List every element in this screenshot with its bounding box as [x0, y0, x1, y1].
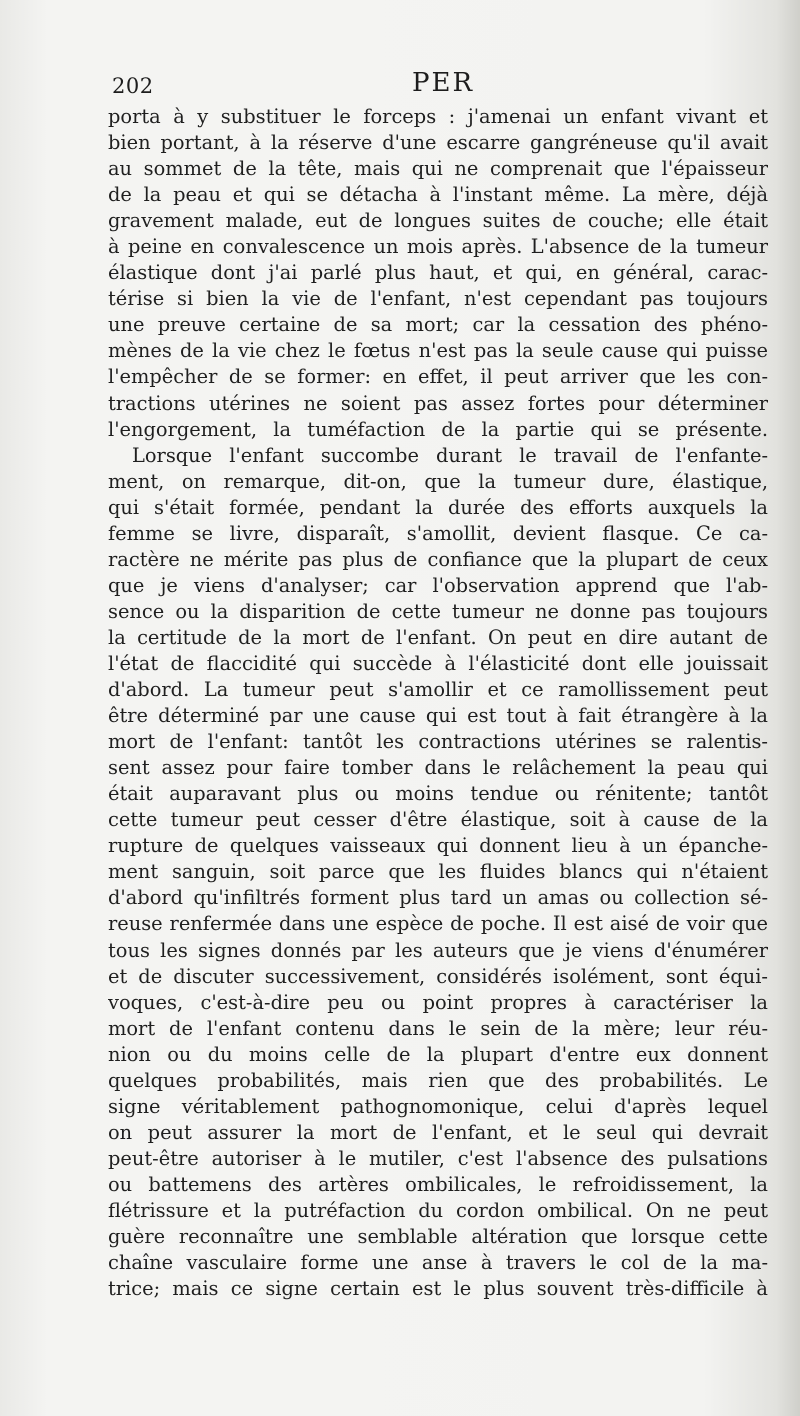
text-line: cette tumeur peut cesser d'être élastique, soit à cause de la — [108, 808, 768, 832]
text-line: signe véritablement pathognomonique, celui d'après lequel — [108, 1094, 768, 1118]
text-line: l'empêcher de se former: en effet, il peut arriver que les con- — [108, 365, 768, 389]
text-line: la certitude de la mort de l'enfant. On peut en dire autant de — [108, 625, 768, 649]
page-header — [108, 66, 766, 102]
text-line: chaîne vasculaire forme une anse à travers le col de la ma- — [108, 1251, 768, 1275]
text-line: porta à y substituer le forceps : j'amenai un enfant vivant et — [108, 105, 768, 128]
text-line: d'abord. La tumeur peut s'amollir et ce ramollissement peut — [108, 678, 768, 702]
text-line: sent assez pour faire tomber dans le relâchement la peau qui — [108, 756, 768, 780]
text-line: à peine en convalescence un mois après. L'absence de la tumeur — [108, 235, 768, 259]
text-line: térise si bien la vie de l'enfant, n'est cependant pas toujours — [108, 287, 768, 311]
text-line: ractère ne mérite pas plus de confiance que la plupart de ceux — [108, 547, 768, 571]
text-line: élastique dont j'ai parlé plus haut, et qui, en général, carac- — [108, 261, 768, 285]
text-line: était auparavant plus ou moins tendue ou rénitente; tantôt — [108, 782, 768, 806]
text-line: mènes de la vie chez le fœtus n'est pas la seule cause qui puisse — [108, 339, 768, 363]
text-line: sence ou la disparition de cette tumeur ne donne pas toujours — [108, 599, 768, 623]
text-line: rupture de quelques vaisseaux qui donnent lieu à un épanche- — [108, 834, 768, 858]
text-line: bien portant, à la réserve d'une escarre gangréneuse qu'il avait — [108, 131, 768, 155]
text-line: l'état de flaccidité qui succède à l'élasticité dont elle jouissait — [108, 651, 768, 675]
text-line: peut-être autoriser à le mutiler, c'est l'absence des pulsations — [108, 1146, 768, 1170]
body-text — [108, 104, 768, 1302]
text-line: voques, c'est-à-dire peu ou point propres à caractériser la — [108, 990, 768, 1014]
text-line: ment sanguin, soit parce que les fluides blancs qui n'étaient — [108, 860, 768, 884]
page-number: 202 — [112, 74, 154, 98]
text-line: ou battemens des artères ombilicales, le refroidissement, la — [108, 1172, 768, 1196]
text-line: gravement malade, eut de longues suites de couche; elle était — [108, 209, 768, 233]
text-line: flétrissure et la putréfaction du cordon ombilical. On ne peut — [108, 1198, 768, 1222]
text-line: que je viens d'analyser; car l'observation apprend que l'ab- — [108, 573, 768, 597]
text-line: qui s'était formée, pendant la durée des efforts auxquels la — [108, 495, 768, 519]
text-line: être déterminé par une cause qui est tout à fait étrangère à la — [108, 704, 768, 728]
text-line: ment, on remarque, dit-on, que la tumeur dure, élastique, — [108, 469, 768, 493]
text-line: tractions utérines ne soient pas assez fortes pour déterminer — [108, 391, 768, 415]
text-line: femme se livre, disparaît, s'amollit, devient flasque. Ce ca- — [108, 521, 768, 545]
text-line: quelques probabilités, mais rien que des probabilités. Le — [108, 1068, 768, 1092]
running-head: PER — [412, 68, 475, 98]
text-line: une preuve certaine de sa mort; car la cessation des phéno- — [108, 313, 768, 337]
text-line: guère reconnaître une semblable altération que lorsque cette — [108, 1225, 768, 1249]
paragraph-start-line: Lorsque l'enfant succombe durant le travail de l'enfante- — [132, 443, 768, 467]
text-line: et de discuter successivement, considérés isolément, sont équi- — [108, 964, 768, 988]
text-line: mort de l'enfant contenu dans le sein de la mère; leur réu- — [108, 1016, 768, 1040]
text-line: au sommet de la tête, mais qui ne comprenait que l'épaisseur — [108, 157, 768, 181]
text-line: nion ou du moins celle de la plupart d'entre eux donnent — [108, 1042, 768, 1066]
text-line: de la peau et qui se détacha à l'instant même. La mère, déjà — [108, 183, 768, 207]
text-line: reuse renfermée dans une espèce de poche. Il est aisé de voir que — [108, 912, 768, 936]
text-line: tous les signes donnés par les auteurs que je viens d'énumérer — [108, 938, 768, 962]
text-line: trice; mais ce signe certain est le plus souvent très-difficile à — [108, 1277, 768, 1301]
text-line: l'engorgement, la tuméfaction de la partie qui se présente. — [108, 417, 768, 441]
text-line: on peut assurer la mort de l'enfant, et le seul qui devrait — [108, 1120, 768, 1144]
text-line: d'abord qu'infiltrés forment plus tard un amas ou collection sé- — [108, 886, 768, 910]
text-line: mort de l'enfant: tantôt les contractions utérines se ralentis- — [108, 730, 768, 754]
